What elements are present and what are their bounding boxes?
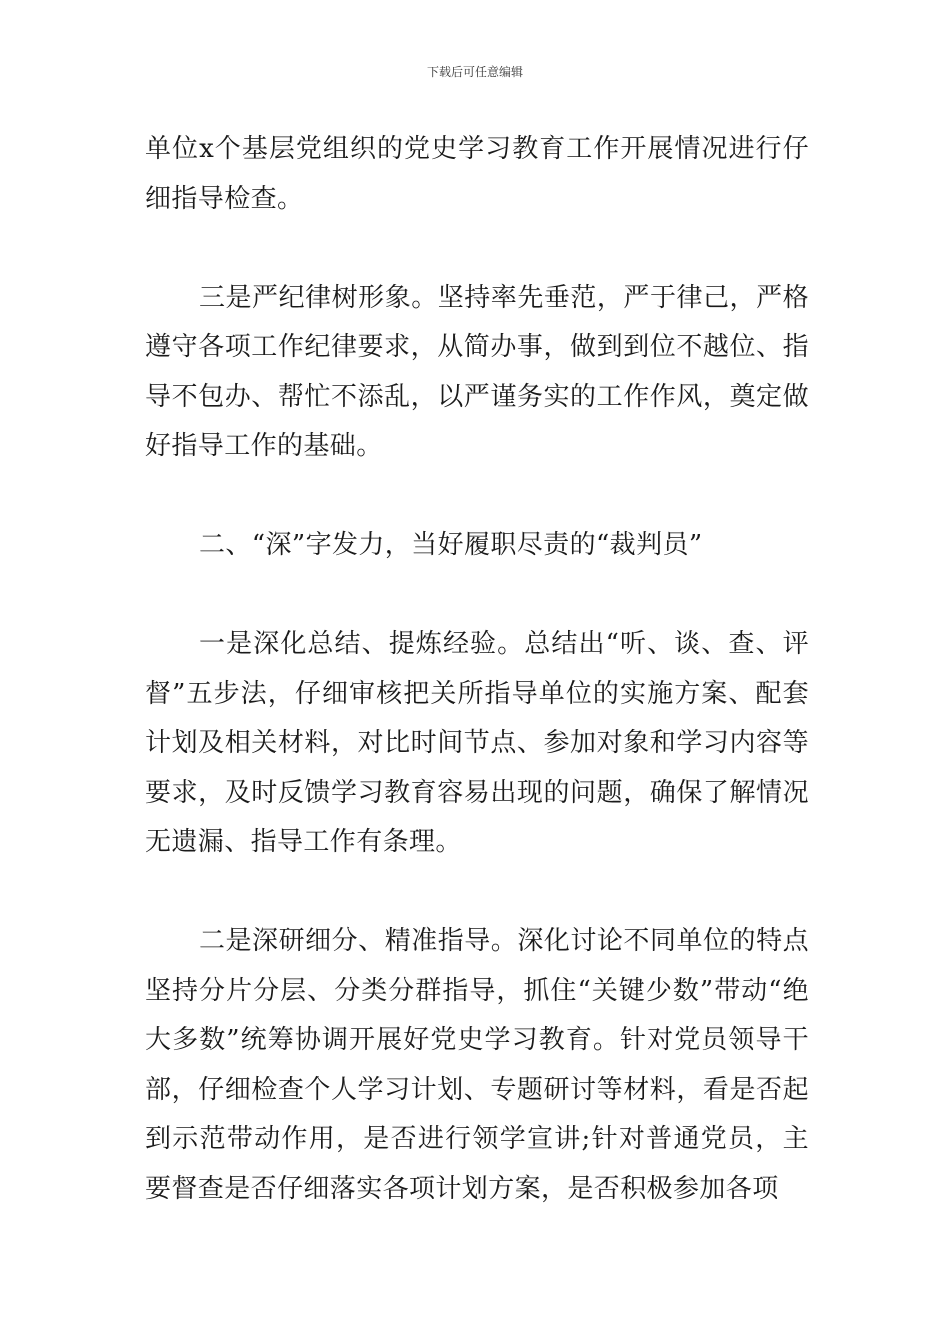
paragraph-guidance: 二是深研细分、精准指导。深化讨论不同单位的特点坚持分片分层、分类分群指导，抓住“关键少数”带动“绝大多数”统筹协调开展好党史学习教育。针对党员领导干部，仔细检查个人学习计划、专题研讨等材料，看是否起到示范带动作用，是否进行领学宣讲;针对普通党员，主要督查是否仔细落实各项计划方案，是否积极参加各项	[145, 926, 809, 1204]
header-note: 下载后可任意编辑	[426, 65, 523, 79]
paragraph-continuation: 单位x个基层党组织的党史学习教育工作开展情况进行仔细指导检查。	[145, 134, 809, 214]
document-body	[145, 125, 809, 1214]
paragraph-gap	[145, 868, 809, 918]
section-heading: 二、“深”字发力，当好履职尽责的“裁判员”	[199, 530, 703, 560]
paragraph-gap	[145, 224, 809, 274]
paragraph-gap	[145, 571, 809, 621]
paragraph-gap	[145, 472, 809, 522]
paragraph-summary: 一是深化总结、提炼经验。总结出“听、谈、查、评督”五步法，仔细审核把关所指导单位的实施方案、配套计划及相关材料，对比时间节点、参加对象和学习内容等要求，及时反馈学习教育容易出现的问题，确保了解情况无遗漏、指导工作有条理。	[145, 629, 809, 857]
paragraph-discipline: 三是严纪律树形象。坚持率先垂范，严于律己，严格遵守各项工作纪律要求，从简办事，做到到位不越位、指导不包办、帮忙不添乱，以严谨务实的工作作风，奠定做好指导工作的基础。	[145, 282, 809, 461]
